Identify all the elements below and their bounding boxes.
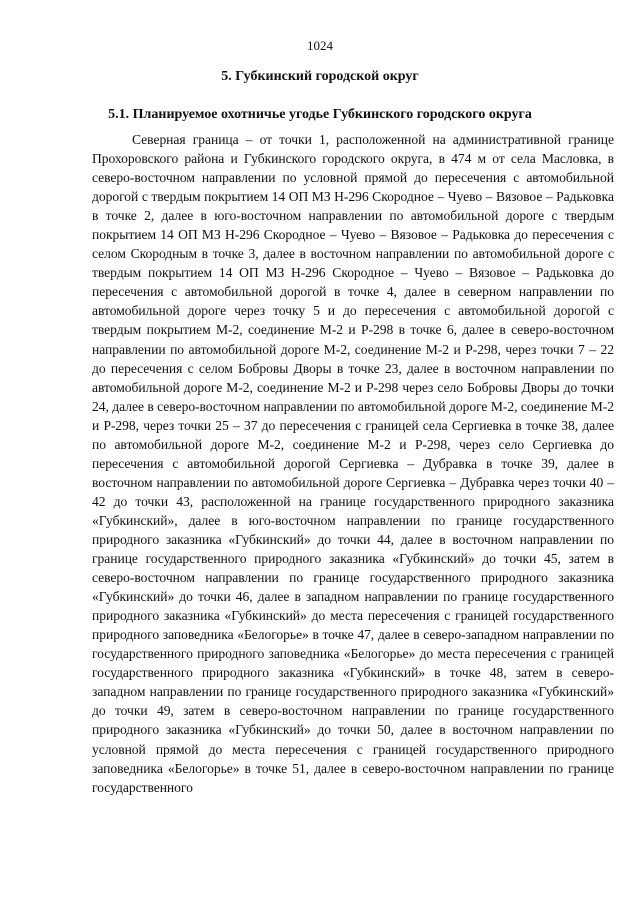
section-title: 5. Губкинский городской округ [221, 69, 419, 84]
body-paragraph: Северная граница – от точки 1, расположенной на административной границе Прохоровского района и Губкинского городского округа, в 474 м от села Масловка, в северо-восточном направлении по условной прямой до пересечения с автомобильной дорогой с твердым покрытием 14 ОП МЗ Н-296 Скородное – Чуево – Вязовое – Радьковка в точке 2, далее в юго-восточном направлении по автомобильной дороге с твердым покрытием 14 ОП МЗ Н-296 Скородное – Чуево – Вязовое – Радьковка до пересечения с селом Скородным в точке 3, далее в восточном направлении по автомобильной дороге с твердым покрытием 14 ОП МЗ Н-296 Скородное – Чуево – Вязовое – Радьковка до пересечения с автомобильной дорогой в точке 4, далее в северном направлении по автомобильной дороге через точку 5 и до пересечения с автомобильной дорогой с твердым покрытием М-2, соединение М-2 и Р-298 в точке 6, далее в северо-восточном направлении по автомобильной дороге М-2, соединение М-2 и Р-298, через точки 7 – 22 до пересечения с селом Бобровы Дворы в точке 23, далее в восточном направлении по автомобильной дороге М-2, соединение М-2 и Р-298 через село Бобровы Дворы до точки 24, далее в северо-восточном направлении по автомобильной дороге М-2, соединение М-2 и Р-298, через точки 25 – 37 до пересечения с границей села Сергиевка в точке 38, далее по автомобильной дороге М-2, соединение М-2 и Р-298, через село Сергиевка до пересечения с автомобильной дорогой Сергиевка – Дубравка в точке 39, далее в восточном направлении по автомобильной дороге Сергиевка – Дубравка через точки 40 – 42 до точки 43, расположенной на границе государственного природного заказника «Губкинский», далее в юго-восточном направлении по границе государственного природного заказника «Губкинский» до точки 44, далее в восточном направлении по границе государственного природного заказника «Губкинский» до точки 45, затем в северо-восточном направлении по границе государственного природного заказника «Губкинский» до точки 46, далее в западном направлении по границе государственного природного заказника «Губкинский» до места пересечения с границей государственного природного заповедника «Белогорье» в точке 47, далее в северо-западном направлении по государственного природного заповедника «Белогорье» до места пересечения с границей государственного природного заказника «Губкинский» в точке 48, затем в северо-западном направлении по границе государственного природного заказника «Губкинский» до точки 49, затем в северо-восточном направлении по границе государственного природного заказника «Губкинский» до точки 50, далее в восточном направлении по условной прямой до места пересечения с границей государственного природного заповедника «Белогорье» в точке 51, далее в северо-восточном направлении по границе государственного [92, 132, 614, 795]
page-number: 1024 [307, 38, 333, 53]
subsection-title: 5.1. Планируемое охотничье угодье Губкинского городского округа [108, 107, 532, 122]
